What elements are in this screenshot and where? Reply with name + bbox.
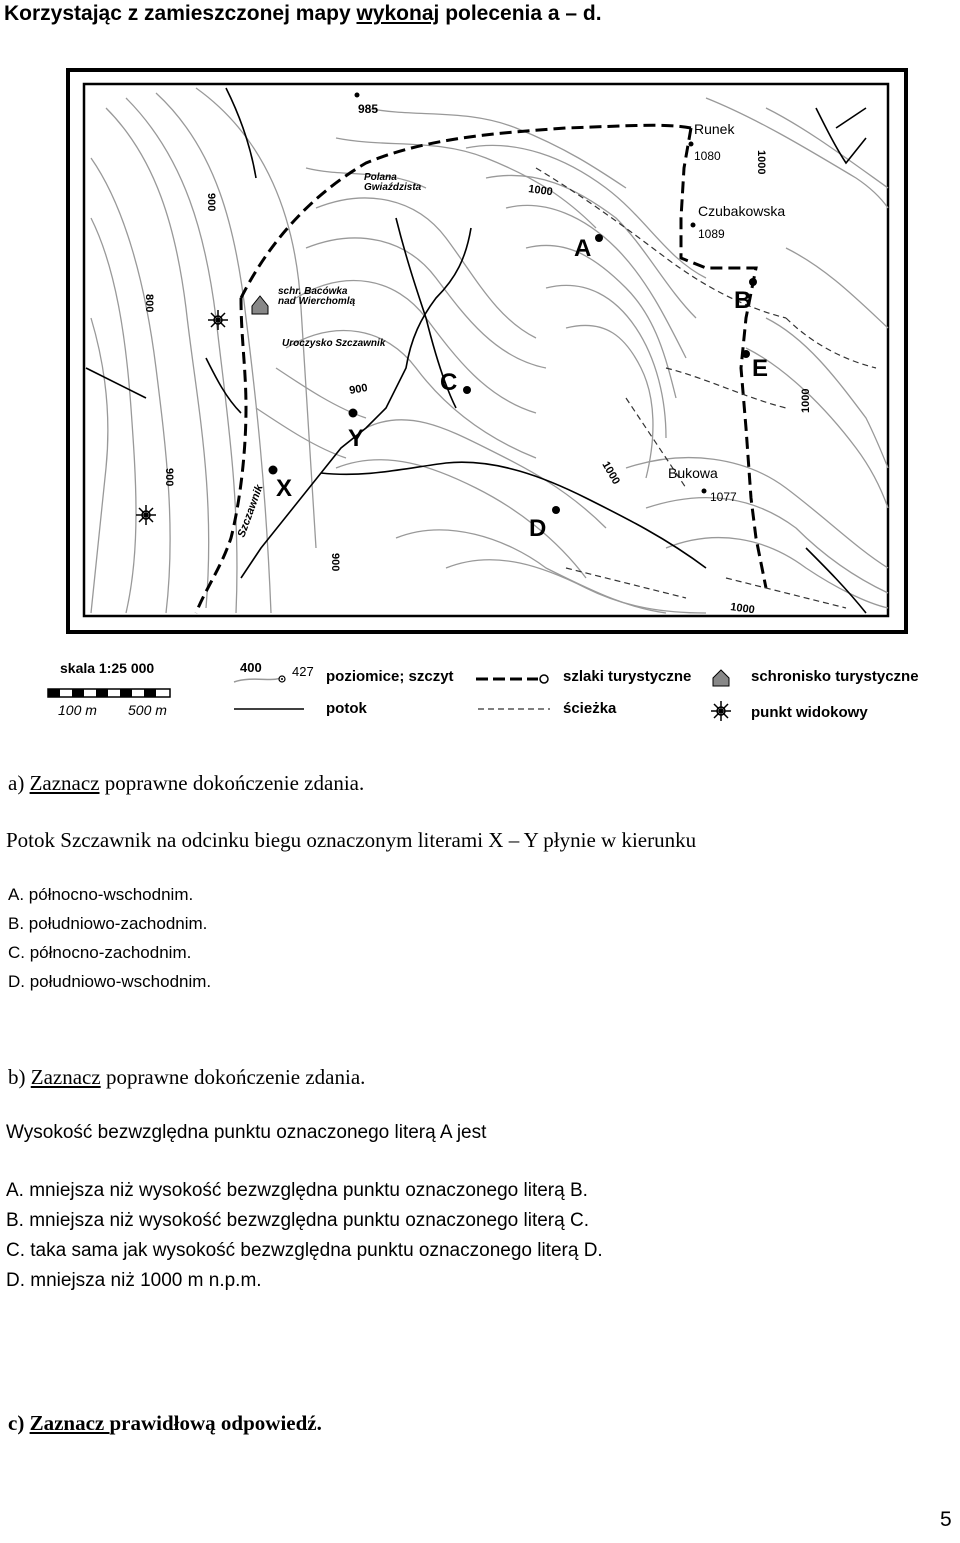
label-runek: Runek (694, 121, 735, 137)
label-szczawnik: Szczawnik (235, 483, 266, 540)
legend-contour-400: 400 (240, 660, 262, 675)
point-Y-label: Y (348, 425, 365, 452)
label-1000: 1000 (755, 150, 767, 175)
task-a-option-d[interactable]: D. południowo-wschodnim. (8, 972, 212, 991)
label-900: 900 (329, 553, 341, 572)
task-c-verb: Zaznacz (29, 1411, 110, 1435)
task-b-option-b[interactable]: B. mniejsza niż wysokość bezwzględna punktu oznaczonego literą C. (6, 1210, 589, 1231)
task-a-option-a[interactable]: A. północno-wschodnim. (8, 885, 194, 904)
label-czubakowska-height: 1089 (698, 227, 725, 241)
legend-viewpoint-label: punkt widokowy (751, 704, 868, 721)
page-title (4, 2, 602, 26)
legend-trail-symbol (474, 672, 554, 686)
point-Y-dot (349, 409, 358, 418)
legend-path-label: ścieżka (563, 700, 617, 717)
label-900: 900 (348, 381, 369, 397)
point-D-dot (552, 506, 560, 514)
label-hut-1: schr. Bacówka (278, 286, 348, 297)
legend-stream-label: potok (326, 700, 367, 717)
task-b-options (6, 1176, 603, 1296)
task-b-letter: b) (8, 1065, 31, 1089)
task-a-instruction: poprawne dokończenie zdania. (99, 771, 365, 795)
label-1000: 1000 (599, 459, 623, 487)
point-X-dot (269, 466, 278, 475)
label-gwiazdzista: Gwiaździsta (364, 182, 422, 193)
task-a-verb: Zaznacz (29, 771, 100, 795)
point-C-dot (463, 386, 471, 394)
label-runek-height: 1080 (694, 149, 721, 163)
task-b-question: Wysokość bezwzględna punktu oznaczonego literą A jest (6, 1122, 487, 1143)
point-X-label: X (276, 475, 293, 502)
legend-scale-100: 100 m (58, 702, 97, 718)
point-D-label: D (529, 515, 547, 542)
task-a-letter: a) (8, 771, 30, 795)
label-hut-2: nad Wierchomlą (278, 296, 356, 307)
label-985: 985 (358, 102, 379, 116)
task-a-header (8, 771, 364, 796)
point-C-label: C (440, 369, 458, 396)
label-900: 900 (205, 193, 217, 212)
point-A-label: A (574, 235, 592, 262)
label-900: 900 (163, 468, 175, 487)
topographic-map (66, 68, 908, 634)
legend-contours-label: poziomice; szczyt (326, 668, 454, 685)
title-text: Korzystając z zamieszczonej mapy (4, 2, 357, 25)
task-b-option-a[interactable]: A. mniejsza niż wysokość bezwzględna punktu oznaczonego literą B. (6, 1180, 588, 1201)
task-b-verb: Zaznacz (30, 1065, 101, 1089)
task-a-option-c[interactable]: C. północno-zachodnim. (8, 943, 192, 962)
task-b-option-d[interactable]: D. mniejsza niż 1000 m n.p.m. (6, 1270, 262, 1291)
task-b-header (8, 1065, 365, 1090)
task-b-option-c[interactable]: C. taka sama jak wysokość bezwzględna punktu oznaczonego literą D. (6, 1240, 603, 1261)
label-800: 800 (143, 294, 155, 313)
task-c-header (8, 1411, 322, 1436)
task-a-option-b[interactable]: B. południowo-zachodnim. (8, 914, 208, 933)
hut-icon (710, 668, 732, 688)
page-number: 5 (940, 1508, 952, 1531)
legend-stream-symbol (232, 704, 306, 714)
label-uroczysko: Uroczysko Szczawnik (282, 338, 386, 349)
task-a-question: Potok Szczawnik na odcinku biegu oznaczonym literami X – Y płynie w kierunku (6, 828, 697, 852)
point-E-label: E (752, 355, 769, 382)
label-polana: Polana (364, 172, 397, 183)
task-c-letter: c) (8, 1411, 30, 1435)
label-bukowa-height: 1077 (710, 490, 737, 504)
viewpoint-icon (710, 700, 732, 722)
label-bukowa: Bukowa (668, 465, 718, 481)
legend-trails-label: szlaki turystyczne (563, 668, 692, 685)
legend-peak-427: 427 (292, 664, 314, 679)
legend-hut-label: schronisko turystyczne (751, 668, 919, 685)
task-b-instruction: poprawne dokończenie zdania. (100, 1065, 366, 1089)
point-B-dot (749, 278, 757, 286)
point-B-label: B (734, 287, 752, 314)
task-c-instruction: prawidłową odpowiedź. (109, 1411, 322, 1435)
task-a-options (8, 880, 211, 996)
title-text-end: polecenia a – d. (439, 2, 602, 25)
label-1000: 1000 (729, 601, 756, 617)
legend-scale: skala 1:25 000 (60, 660, 155, 676)
legend-scale-500: 500 m (128, 702, 167, 718)
viewpoint-icon (136, 505, 156, 525)
scale-bar (44, 686, 174, 700)
label-1000: 1000 (800, 388, 812, 413)
title-underlined: wykonaj (356, 2, 440, 25)
label-1000: 1000 (527, 183, 554, 199)
viewpoint-icon (208, 310, 228, 330)
legend-path-symbol (476, 705, 552, 713)
point-A-dot (595, 234, 603, 242)
label-czubakowska: Czubakowska (698, 203, 786, 219)
point-E-dot (742, 350, 750, 358)
